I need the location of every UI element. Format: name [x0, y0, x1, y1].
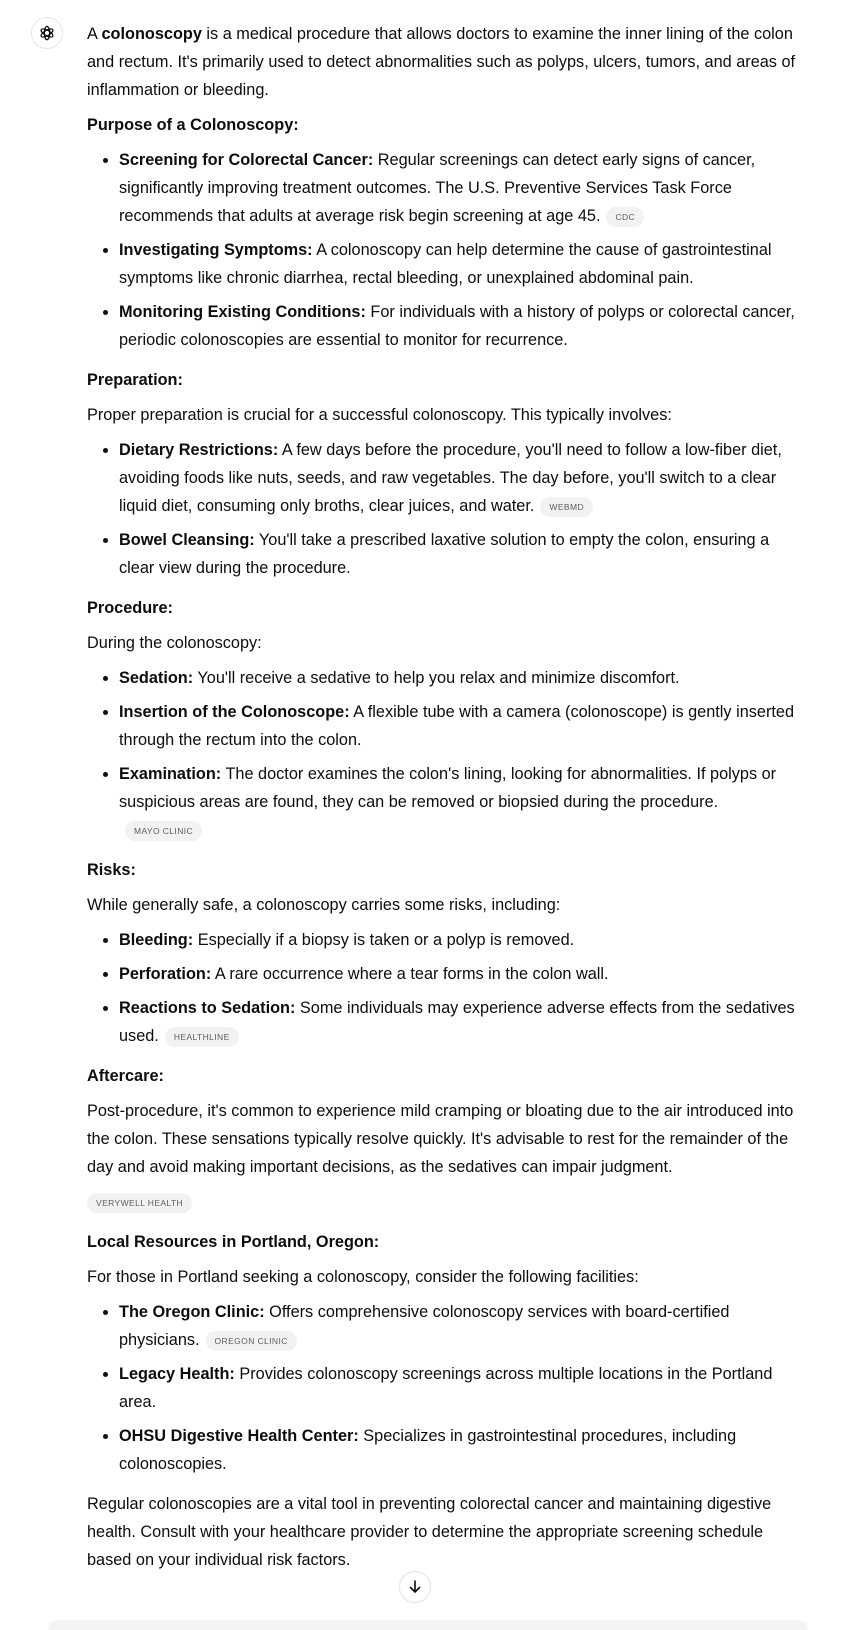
section-paragraph: [87, 1263, 799, 1291]
openai-logo-icon: [37, 23, 57, 43]
list-item: [119, 664, 799, 692]
section-heading: Risks:: [87, 861, 136, 879]
list-item: [119, 1298, 799, 1354]
section-heading: Purpose of a Colonoscopy:: [87, 116, 299, 134]
item-title: Bleeding:: [119, 931, 194, 949]
list-item: [119, 526, 799, 582]
citation-row: [87, 1188, 799, 1216]
item-title: The Oregon Clinic:: [119, 1303, 265, 1321]
item-text: Regular screenings can detect early signs of cancer, significantly improving treatment outcomes. The U.S. Preventive Services Task Force recommends that adults at average risk begin screening at age 45.: [119, 151, 756, 225]
bullet-list: [87, 1298, 799, 1478]
bullet-list: [87, 146, 799, 354]
item-text: A rare occurrence where a tear forms in the colon wall.: [211, 965, 609, 983]
paragraph-text: During the colonoscopy:: [87, 634, 262, 652]
list-item: [119, 760, 799, 844]
intro-text: is a medical procedure that allows doctors to examine the inner lining of the colon and rectum. It's primarily used to detect abnormalities such as polyps, ulcers, tumors, and areas of inflammation or bleeding.: [87, 25, 796, 99]
list-item: [119, 698, 799, 754]
bullet-list: [87, 436, 799, 582]
item-title: Sedation:: [119, 669, 194, 687]
section-heading: Aftercare:: [87, 1067, 164, 1085]
item-text: Specializes in gastrointestinal procedures, including colonoscopies.: [119, 1427, 737, 1473]
arrow-down-icon: [407, 1579, 423, 1595]
citation-chip[interactable]: HEALTHLINE: [165, 1027, 239, 1047]
citation-chip[interactable]: WEBMD: [540, 497, 593, 517]
item-title: Legacy Health:: [119, 1365, 235, 1383]
item-text: A few days before the procedure, you'll need to follow a low-fiber diet, avoiding foods like nuts, seeds, and raw vegetables. The day before, you'll switch to a clear liquid diet, consuming only broths, clear juices, and water.: [119, 441, 782, 515]
item-text: You'll take a prescribed laxative solution to empty the colon, ensuring a clear view during the procedure.: [119, 531, 770, 577]
assistant-message: [87, 20, 799, 1581]
list-item: [119, 1360, 799, 1416]
intro-term: colonoscopy: [101, 25, 202, 43]
item-text: The doctor examines the colon's lining, looking for abnormalities. If polyps or suspicious areas are found, they can be removed or biopsied during the procedure.: [119, 765, 777, 811]
item-text: For individuals with a history of polyps or colorectal cancer, periodic colonoscopies are essential to monitor for recurrence.: [119, 303, 795, 349]
item-text: A flexible tube with a camera (colonoscope) is gently inserted through the rectum into the colon.: [119, 703, 795, 749]
closing-paragraph: Regular colonoscopies are a vital tool in preventing colorectal cancer and maintaining digestive health. Consult with your healthcare provider to determine the appropriate screening schedule based on your individual risk factors.: [87, 1495, 772, 1569]
sections: [87, 111, 799, 1478]
item-title: Perforation:: [119, 965, 212, 983]
paragraph-text: Proper preparation is crucial for a successful colonoscopy. This typically involves:: [87, 406, 672, 424]
bullet-list: [87, 926, 799, 1050]
item-text: A colonoscopy can help determine the cause of gastrointestinal symptoms like chronic diarrhea, rectal bleeding, or unexplained abdominal pain.: [119, 241, 772, 287]
section-paragraph: [87, 401, 799, 429]
list-item: [119, 994, 799, 1050]
item-title: Dietary Restrictions:: [119, 441, 279, 459]
item-title: Screening for Colorectal Cancer:: [119, 151, 374, 169]
list-item: [119, 298, 799, 354]
paragraph-text: While generally safe, a colonoscopy carries some risks, including:: [87, 896, 561, 914]
item-title: OHSU Digestive Health Center:: [119, 1427, 359, 1445]
section-heading: Procedure:: [87, 599, 173, 617]
item-title: Reactions to Sedation:: [119, 999, 296, 1017]
paragraph-text: Post-procedure, it's common to experience mild cramping or bloating due to the air introduced into the colon. These sensations typically resolve quickly. It's advisable to rest for the remainder of the day and avoid making important decisions, as the sedatives can impair judgment.: [87, 1102, 794, 1176]
item-title: Examination:: [119, 765, 222, 783]
item-title: Monitoring Existing Conditions:: [119, 303, 366, 321]
item-title: Insertion of the Colonoscope:: [119, 703, 350, 721]
list-item: [119, 236, 799, 292]
list-item: [119, 926, 799, 954]
section-paragraph: [87, 629, 799, 657]
citation-chip[interactable]: MAYO CLINIC: [125, 821, 202, 841]
section-paragraph: [87, 891, 799, 919]
citation-chip[interactable]: CDC: [606, 207, 644, 227]
citation-chip[interactable]: VERYWELL HEALTH: [87, 1193, 192, 1213]
item-text: Offers comprehensive colonoscopy services with board-certified physicians.: [119, 1303, 730, 1349]
scroll-to-bottom-button[interactable]: [399, 1571, 431, 1603]
composer-top-edge: [48, 1620, 808, 1630]
paragraph-text: For those in Portland seeking a colonoscopy, consider the following facilities:: [87, 1268, 639, 1286]
item-text: Especially if a biopsy is taken or a polyp is removed.: [193, 931, 575, 949]
section-paragraph: [87, 1097, 799, 1181]
list-item: [119, 1422, 799, 1478]
list-item: [119, 436, 799, 520]
section-heading: Preparation:: [87, 371, 183, 389]
item-text: You'll receive a sedative to help you relax and minimize discomfort.: [193, 669, 680, 687]
assistant-avatar: [31, 17, 63, 49]
item-title: Investigating Symptoms:: [119, 241, 313, 259]
section-heading: Local Resources in Portland, Oregon:: [87, 1233, 380, 1251]
citation-chip[interactable]: OREGON CLINIC: [206, 1331, 297, 1351]
list-item: [119, 960, 799, 988]
list-item: [119, 146, 799, 230]
intro-paragraph: [87, 20, 799, 104]
item-text: Provides colonoscopy screenings across multiple locations in the Portland area.: [119, 1365, 773, 1411]
intro-text: A: [87, 25, 102, 43]
bullet-list: [87, 664, 799, 844]
item-title: Bowel Cleansing:: [119, 531, 255, 549]
item-text: Some individuals may experience adverse effects from the sedatives used.: [119, 999, 795, 1045]
